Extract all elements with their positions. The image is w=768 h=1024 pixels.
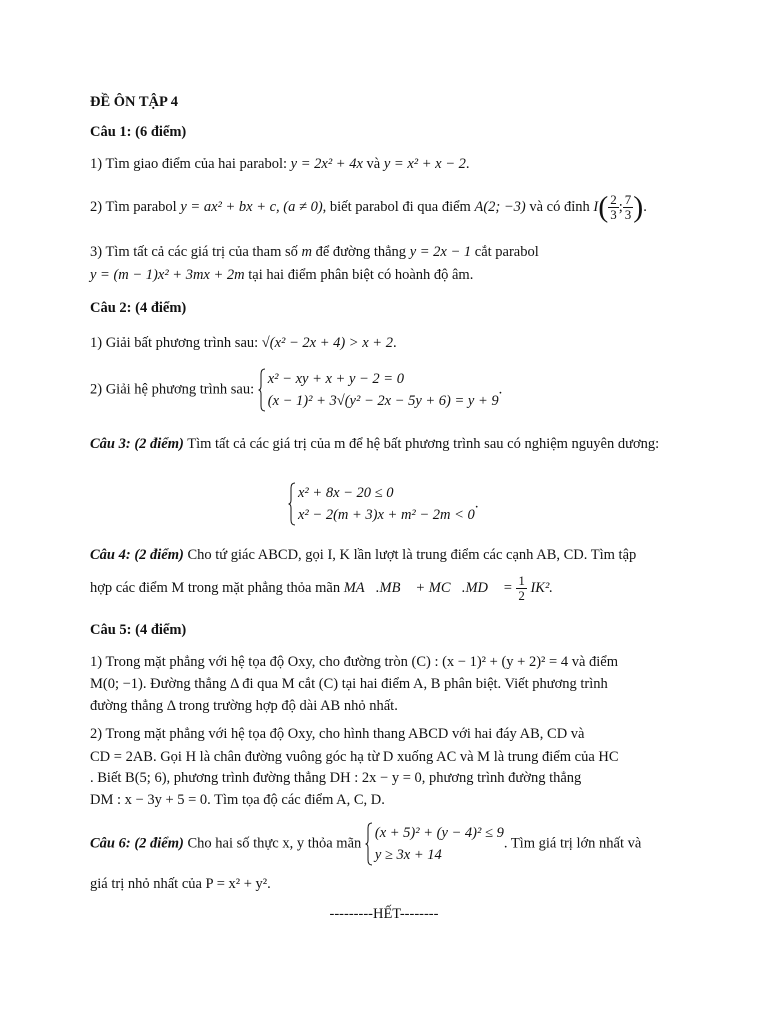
q5-p1-l1: 1) Trong mặt phẳng với hệ tọa độ Oxy, cho đường tròn (C) : (x − 1)² + (y + 2)² = 4 và điểm — [90, 654, 618, 670]
q5-p1-l2: M(0; −1). Đường thẳng Δ đi qua M cắt (C) tại hai điểm A, B phân biệt. Viết phương trình — [90, 676, 608, 692]
q1-p1-eq2: y = x² + x − 2 — [383, 156, 466, 172]
q1-p2-label: 2) Tìm parabol — [90, 199, 177, 215]
q1-heading: Câu 1: (6 điểm) — [90, 124, 187, 140]
q1-p1-and: và — [366, 156, 381, 172]
q1-p2-text2: và có đỉnh — [529, 199, 590, 215]
q1-part2: 2) Tìm parabol y = ax² + bx + c, (a ≠ 0), biết parabol đi qua điểm A(2; −3) và có đỉnh I( $\frac{2}{3}$ ; $\frac{7}{3}$ ). — [90, 190, 647, 224]
vertex-x-fraction: $\frac{2}{3}$ — [610, 192, 617, 223]
q1-part1: 1) Tìm giao điểm của hai parabol: y = 2x² + 4x và y = x² + x − 2. — [90, 156, 470, 172]
q1-p1-label: 1) Tìm giao điểm của hai parabol: — [90, 156, 288, 172]
q1-p2-eq: y = ax² + bx + c, (a ≠ 0) — [180, 199, 323, 215]
q4-line2: hợp các điểm M trong mặt phẳng thỏa mãn MA⃗.MB⃗ + MC⃗.MD⃗ = $\frac{1}{2}$ IK². — [90, 573, 553, 604]
q2-heading: Câu 2: (4 điểm) — [90, 300, 187, 316]
end-marker: ---------HẾT-------- — [329, 906, 439, 922]
q1-part3-line2: y = (m − 1)x² + 3mx + 2m tại hai điểm phân biệt có hoành độ âm. — [90, 267, 474, 283]
q1-p2-text: , biết parabol đi qua điểm — [322, 199, 471, 215]
q5-heading: Câu 5: (4 điểm) — [90, 622, 187, 638]
q4-fraction: $\frac{1}{2}$ — [518, 573, 525, 604]
q1-p1-eq1: y = 2x² + 4x — [290, 156, 363, 172]
q5-p2-l3: . Biết B(5; 6), phương trình đường thẳng DH : 2x − y = 0, phương trình đường thẳng — [90, 770, 582, 786]
q6-line1: Câu 6: (2 điểm) Cho hai số thực x, y thỏa mãn (x + 5)² + (y − 4)² ≤ 9 y ≥ 3x + 14 . Tìm giá trị lớn nhất và — [90, 822, 690, 866]
q2-part1: 1) Giải bất phương trình sau: √(x² − 2x + 4) > x + 2. — [90, 335, 397, 351]
q6-line2: giá trị nhỏ nhất của P = x² + y². — [90, 876, 271, 892]
q2-system: x² − xy + x + y − 2 = 0 (x − 1)² + 3√(y² − 2x − 5y + 6) = y + 9 — [258, 368, 499, 412]
q5-p2-l1: 2) Trong mặt phẳng với hệ tọa độ Oxy, cho hình thang ABCD với hai đáy AB, CD và — [90, 726, 585, 742]
q4-line1: Câu 4: (2 điểm) Cho tứ giác ABCD, gọi I, K lần lượt là trung điểm các cạnh AB, CD. Tìm tập — [90, 547, 637, 563]
q2-inequality: √(x² − 2x + 4) > x + 2 — [261, 335, 393, 351]
q2-part2: 2) Giải hệ phương trình sau: x² − xy + x + y − 2 = 0 (x − 1)² + 3√(y² − 2x − 5y + 6) = y + 9 . — [90, 368, 690, 412]
vertex-y-fraction: $\frac{7}{3}$ — [624, 192, 632, 223]
q3-statement: Câu 3: (2 điểm) Tìm tất cả các giá trị của m để hệ bất phương trình sau có nghiệm nguyên dương: — [90, 436, 660, 452]
q6-system: (x + 5)² + (y − 4)² ≤ 9 y ≥ 3x + 14 — [365, 822, 504, 866]
q5-p2-l4: DM : x − 3y + 5 = 0. Tìm tọa độ các điểm A, C, D. — [90, 792, 385, 808]
q3-system: x² + 8x − 20 ≤ 0 x² − 2(m + 3)x + m² − 2m < 0 . — [288, 482, 588, 526]
exam-title: ĐỀ ÔN TẬP 4 — [90, 94, 178, 110]
q1-part3-line1: 3) Tìm tất cả các giá trị của tham số m để đường thẳng y = 2x − 1 cắt parabol — [90, 244, 539, 260]
q1-p2-point: A(2; −3) — [474, 199, 526, 215]
q5-p1-l3: đường thẳng Δ trong trường hợp độ dài AB nhỏ nhất. — [90, 698, 398, 714]
q1-p2-vertex: I — [593, 199, 599, 215]
q5-p2-l2: CD = 2AB. Gọi H là chân đường vuông góc hạ từ D xuống AC và M là trung điểm của HC — [90, 749, 619, 765]
